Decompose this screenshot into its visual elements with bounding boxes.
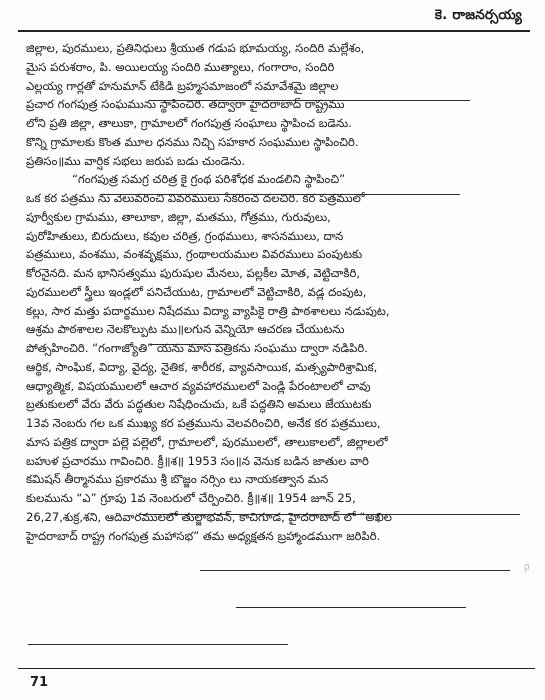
body-line: కల్లు, సార మత్తు పదార్థముల నిషేదము విద్యా వ్యాపికై రాత్రి పాఠశాలలు నడుపుట, xyxy=(26,303,390,318)
header-author: కె. రాజనర్సయ్య xyxy=(434,7,522,23)
body-line: పూర్వీకుల గ్రామము, తాలూకా, జిల్లా, మతము, గోత్రము, గురువులు, xyxy=(26,209,331,224)
body-line: మాస పత్రిక ద్వారా పల్లె పల్లెలో, గ్రామాలలో, పురములలో, తాలుకాలలో, జిల్లాలలో xyxy=(26,434,388,449)
body-line: లోని ప్రతి జిల్లా, తాలుకా, గ్రామాలలో గంగపుత్ర సంఘాలు స్థాపించ బడెను. xyxy=(26,116,352,130)
pen-underline xyxy=(140,514,520,515)
page-header xyxy=(18,4,530,30)
header-rule xyxy=(18,30,530,32)
body-line: పురోహితులు, బిరుదులు, కవుల చరిత్ర, గ్రంథములు, శాసనములు, దాన xyxy=(26,228,344,243)
body-line: ప్రతిసం॥ము వార్షిక సభలు జరుప బడు చుండెను. xyxy=(26,153,246,168)
body-text xyxy=(26,39,524,545)
pen-underline xyxy=(150,100,470,101)
body-line: కమిషన్ తీర్మానము ప్రకారము శ్రీ బొజ్జం నర్సిం లు నాయకత్వాన మన xyxy=(26,472,329,487)
body-line: ఆర్థిక, సాంఘిక, విద్యా, వైద్య, నైతిక, శారీరక, వ్యావసాయిక, మత్స్యపారిశ్రామిక, xyxy=(26,359,378,374)
footer-rule xyxy=(18,668,535,669)
body-line: 26,27,శుక్ర,శని, ఆదివారములలో తుల్జాభవన్, కాచిగూడ, హైదరాబాద్ లో “అఖిల xyxy=(26,509,392,524)
body-line: పోత్సహించిరి. “గంగాజ్యోతి” యను మాస పత్రికను సంఘము ద్వారా నడిపిరి. xyxy=(26,341,368,355)
body-line: బ్రతుకులలో వేరు వేరు పద్ధతుల నిషేధించుచు, ఒకే పద్ధతిని అమలు జేయుటకు xyxy=(26,397,372,412)
body-line: ఆధ్యాత్మిక, విషయములలో ఆచార వ్యవహారములలో పెండ్లి పేరంటాలలో చావు xyxy=(26,378,371,393)
margin-pencil-mark: ρ xyxy=(521,561,532,574)
pen-underline xyxy=(28,644,288,645)
body-line: మైస పరుశరాం, పి. అయిలయ్య సందిరి ముత్యాలు, గంగారాం, సందిరి xyxy=(26,59,335,74)
body-line: 13వ నెంబరు గల ఒక ముఖ్య కర పత్రమును వెలవరించిరి, అనేక కర పత్రములు, xyxy=(26,416,381,430)
pen-underline xyxy=(236,607,466,608)
body-line: కొన్ని గ్రామాలకు కొంత మూల ధనము నిచ్చి సహకార సంఘముల స్థాపించిరి. xyxy=(26,134,359,149)
body-line: ఆశ్రమ పాఠశాలల నెలకొల్పుట ము॥లగున వెన్నియో ఆచరణ చేయుటను xyxy=(26,322,345,337)
pen-underline xyxy=(150,344,228,345)
body-line: ప్రచార గంగపుత్ర సంఘమును స్థాపించిరి. తద్వారా హైదరాబాద్ రాష్ట్రము xyxy=(26,97,345,112)
body-line: కులమును “ఎ” గ్రూపు 1వ నెంబరులో చేర్పించిరి. క్రీ॥శ॥ 1954 జూన్ 25, xyxy=(26,491,356,505)
body-line: బహుళ ప్రచారము గావించిరి. క్రీ॥శ॥ 1953 సం॥న వెనుక బడిన జాతుల వారి xyxy=(26,453,369,468)
pen-underline xyxy=(200,570,510,571)
body-line: “గంగపుత్ర సమగ్ర చరిత్ర కై గ్రంథ పరిశోధక మండలిని స్థాపించి” xyxy=(72,172,346,187)
body-line: హైదరాబాద్ రాష్ట్ర గంగపుత్ర మహాసభ” తమ అధ్యక్షతన బ్రహ్మాండముగా జరిపిరి. xyxy=(26,528,381,543)
page-footer xyxy=(0,668,545,700)
body-line: జిల్లాల, పురములు, ప్రతినిధులు శ్రీయుత గడుప భూమయ్య, సందిరి మల్లేశం, xyxy=(26,41,365,55)
body-line: పురములలో స్త్రీలు ఇండ్లలో పనిచేయుట, గ్రామాలలో వెట్టిచాకిరి, వడ్ల దంపుట, xyxy=(26,284,367,299)
body-line: పత్రములు, వంశము, వంశవృక్షము, గ్రంథాలయముల వివరములు పంపుటకు xyxy=(26,247,363,262)
body-line: కోరనైనది. మన భానిసత్వము పురుషుల మేనలు, పల్లకీల మోత, వెట్టిచాకిరి, xyxy=(26,266,361,280)
body-line: ఎల్లయ్య గార్లతో హనుమాన్ టేకిడి బ్రహ్మసమాజంలో సమావేశమై జిల్లాల xyxy=(26,78,339,93)
page-number: 71 xyxy=(30,675,49,690)
pen-underline xyxy=(100,194,460,195)
body-line: ఒక కర పత్రము ను వెలువరించి వివరములు సేకరించ దలచిరి. కర పత్రములో xyxy=(26,191,365,205)
